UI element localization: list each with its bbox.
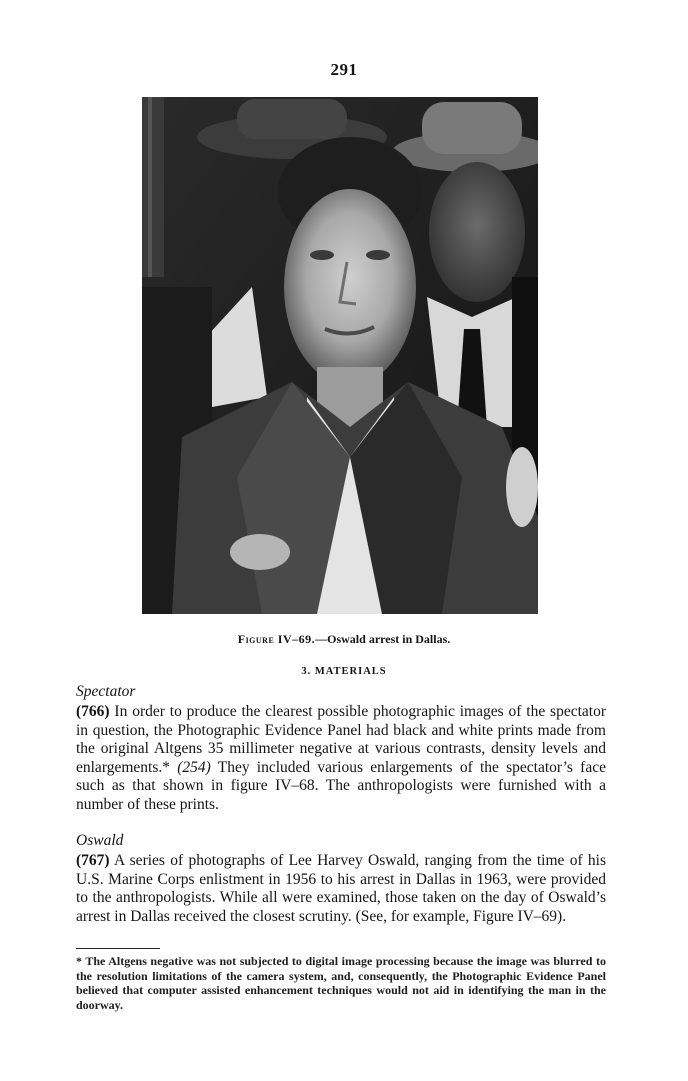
paragraph-text: A series of photographs of Lee Harvey Oswald, ranging from the time of his U.S. Marine Corps enlistment in 1956 to his arrest in Dallas in 1963, were provided to the anthropologists. While all were examined, those taken on the day of Oswald’s arrest in Dallas received the closest scrutiny. (See, for example, Figure IV–69). [76,852,606,925]
paragraph-767 [76,852,606,926]
paragraph-766 [76,703,606,815]
reference-number: (254) [177,758,211,776]
paragraph-number: (766) [76,703,110,720]
figure-label: Figure IV–69. [237,632,316,646]
footnote-divider [76,948,160,949]
oswald-arrest-photo [142,97,538,614]
paragraph-text: In order to produce the clearest possible photographic images of the spectator in question, the Photographic Evidence Panel had black and white prints made from the original Altgens 35 millimeter negative at various contrasts, density levels and enlargements.* [76,703,606,776]
figure-caption [0,632,688,647]
oswald-heading: Oswald [76,832,124,849]
figure-caption-text: —Oswald arrest in Dallas. [315,632,451,646]
spectator-heading: Spectator [76,683,136,700]
paragraph-text-continued: They included various enlargements of the spectator’s face such as that shown in figure IV–68. The anthropologists were furnished with a number of these prints. [76,758,606,813]
paragraph-number: (767) [76,852,110,869]
section-heading: 3. MATERIALS [301,666,387,677]
page-number: 291 [330,60,358,79]
footnote: * The Altgens negative was not subjected to digital image processing because the image was blurred to the resolution limitations of the camera system, and, consequently, the Photographic Evidence Panel believed that computer assisted enhancement techniques would not aid in identifying the man in the doorway. [76,954,606,1012]
